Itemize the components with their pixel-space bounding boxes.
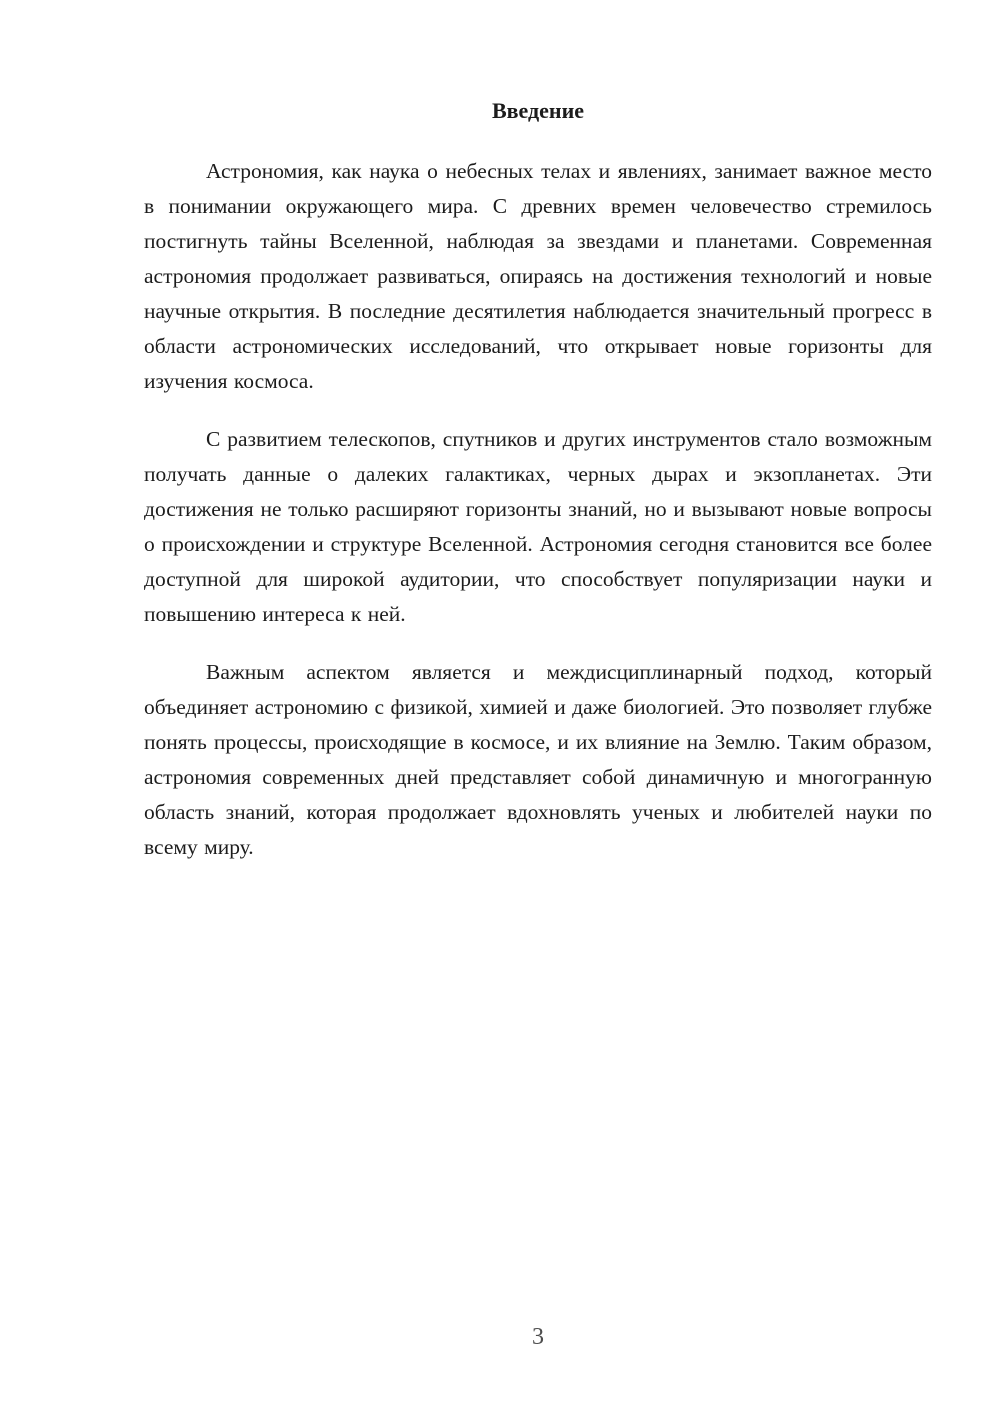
paragraph-3: Важным аспектом является и междисциплинарный подход, который объединяет астрономию с физикой, химией и даже биологией. Это позволяет глубже понять процессы, происходящие в космосе, и их влияние на Землю. Таким образом, астрономия современных дней представляет собой динамичную и многогранную область знаний, которая продолжает вдохновлять ученых и любителей науки по всему миру. [144,660,932,859]
page-title: Введение [491,98,585,123]
document-content [144,98,932,888]
paragraph-2: С развитием телескопов, спутников и других инструментов стало возможным получать данные о далеких галактиках, черных дырах и экзопланетах. Эти достижения не только расширяют горизонты знаний, но и вызывают новые вопросы о происхождении и структуре Вселенной. Астрономия сегодня становится все более доступной для широкой аудитории, что способствует популяризации науки и повышению интереса к ней. [144,427,932,626]
page-number: 3 [532,1324,544,1350]
paragraph-1: Астрономия, как наука о небесных телах и явлениях, занимает важное место в понимании окружающего мира. С древних времен человечество стремилось постигнуть тайны Вселенной, наблюдая за звездами и планетами. Современная астрономия продолжает развиваться, опираясь на достижения технологий и новые научные открытия. В последние десятилетия наблюдается значительный прогресс в области астрономических исследований, что открывает новые горизонты для изучения космоса. [144,159,932,393]
